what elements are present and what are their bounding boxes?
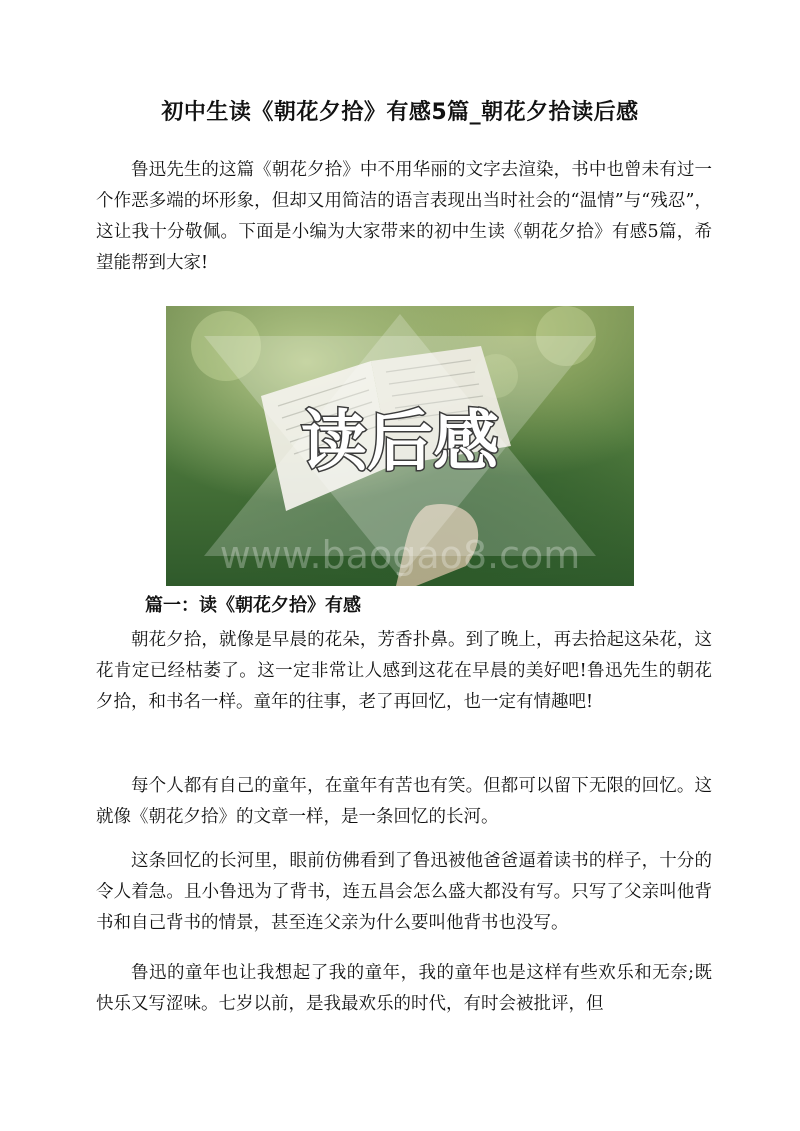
body-paragraph: 朝花夕拾，就像是早晨的花朵，芳香扑鼻。到了晚上，再去拾起这朵花，这花肯定已经枯萎了。这一定非常让人感到这花在早晨的美好吧!鲁迅先生的朝花夕拾，和书名一样。童年的往事，老了再回忆，也一定有情趣吧! — [96, 630, 712, 712]
body-paragraph: 每个人都有自己的童年，在童年有苦也有笑。但都可以留下无限的回忆。这就像《朝花夕拾》的文章一样，是一条回忆的长河。 — [96, 776, 712, 827]
overlay-title: 读后感 — [301, 403, 499, 480]
book-illustration — [166, 306, 634, 586]
body-paragraph: 鲁迅的童年也让我想起了我的童年，我的童年也是这样有些欢乐和无奈;既快乐又写涩味。七岁以前，是我最欢乐的时代，有时会被批评，但 — [96, 963, 712, 1014]
watermark-text: www.baogao8.com — [219, 533, 581, 577]
body-paragraph: 这条回忆的长河里，眼前仿佛看到了鲁迅被他爸爸逼着读书的样子，十分的令人着急。且小鲁迅为了背书，连五昌会怎么盛大都没有写。只写了父亲叫他背书和自己背书的情景，甚至连父亲为什么要叫他背书也没写。 — [96, 851, 712, 933]
cover-image — [166, 306, 634, 586]
page-title: 初中生读《朝花夕拾》有感5篇_朝花夕拾读后感 — [161, 100, 639, 125]
section-heading: 篇一：读《朝花夕拾》有感 — [145, 595, 361, 616]
intro-paragraph: 鲁迅先生的这篇《朝花夕拾》中不用华丽的文字去渲染，书中也曾未有过一个作恶多端的坏形象，但却又用简洁的语言表现出当时社会的“温情”与“残忍”，这让我十分敬佩。下面是小编为大家带来的初中生读《朝花夕拾》有感5篇，希望能帮到大家! — [96, 160, 712, 273]
